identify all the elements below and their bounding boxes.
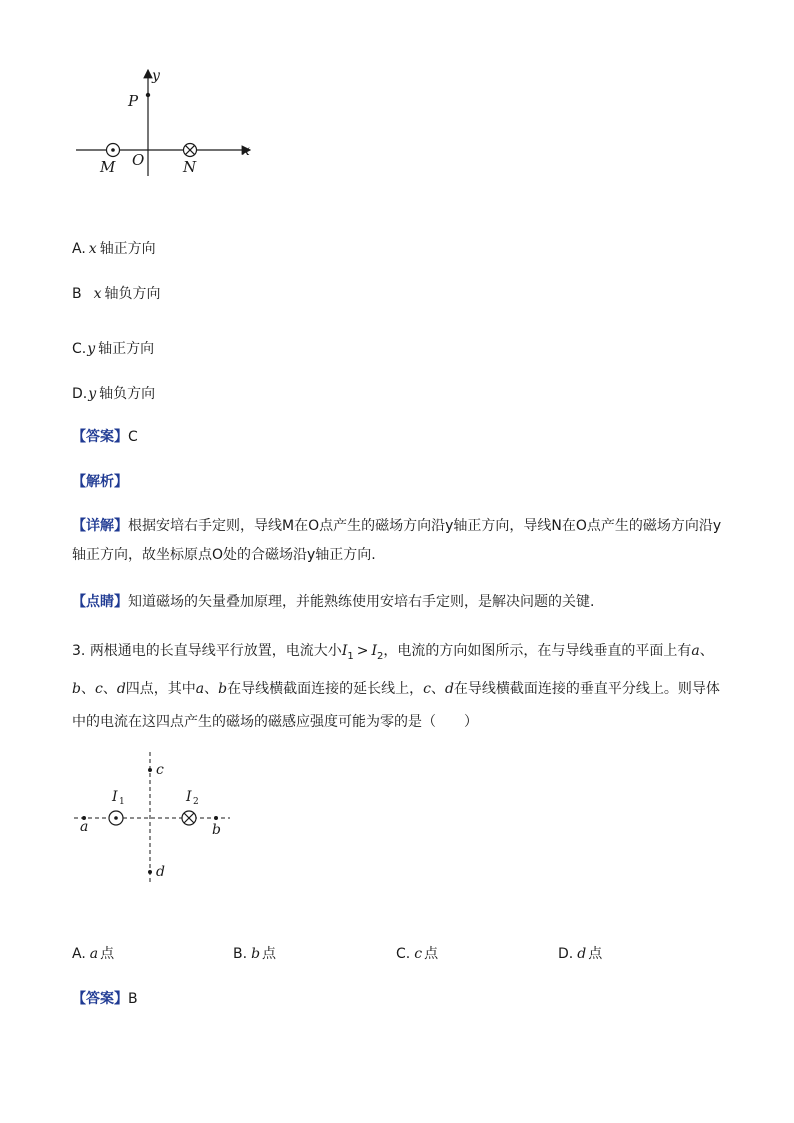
- q2-analysis-tag: 【解析】: [72, 474, 128, 490]
- q3-option-d[interactable]: D. d 点: [558, 946, 603, 962]
- wire-n-into-page: [184, 144, 197, 157]
- q2-note: 【点睛】知道磁场的矢量叠加原理，并能熟练使用安培右手定则，是解决问题的关键.: [72, 594, 595, 610]
- q2-answer: 【答案】C: [72, 429, 138, 445]
- label-m: M: [100, 158, 116, 176]
- q2-option-c[interactable]: C.y 轴正方向: [72, 341, 155, 357]
- label-y: y: [152, 68, 160, 84]
- label-i1-sub: 1: [119, 797, 125, 807]
- q2-option-b[interactable]: B x 轴负方向: [72, 286, 161, 302]
- q2-option-a[interactable]: A. x 轴正方向: [72, 241, 156, 257]
- figure-1-axes: [70, 64, 260, 184]
- wire-m-out-of-page: [107, 144, 120, 157]
- q3-option-c[interactable]: C. c 点: [396, 946, 439, 962]
- point-b: [214, 816, 218, 820]
- q3-stem: 3. 两根通电的长直导线平行放置，电流大小$I_1 > I_2$，电流的方向如图所示，在与导线垂直的平面上有a、b、c、d四点，其中a、b在导线横截面连接的延长线上，c、d在导线横截面连接的垂直平分线上。则导体中的电流在这四点产生的磁场的磁感应强度可能为零的是（ ）: [72, 643, 720, 730]
- q3-option-a[interactable]: A. a 点: [72, 946, 115, 962]
- label-c: c: [156, 762, 164, 778]
- q3-answer: 【答案】B: [72, 991, 138, 1007]
- label-p: P: [128, 92, 139, 110]
- point-d: [148, 870, 152, 874]
- q2-detail: 【详解】根据安培右手定则，导线M在O点产生的磁场方向沿y轴正方向，导线N在O点产生的磁场方向沿y轴正方向，故坐标原点O处的合磁场沿y轴正方向.: [72, 518, 722, 563]
- wire-i2-into-page: [182, 811, 196, 825]
- point-p: [146, 93, 150, 97]
- label-a: a: [80, 819, 89, 835]
- label-n: N: [183, 158, 197, 176]
- wire-i1-out-of-page: [109, 811, 123, 825]
- label-d: d: [156, 864, 165, 880]
- figure-2-wires: [70, 748, 240, 888]
- point-c: [148, 768, 152, 772]
- label-i2-sub: 2: [193, 797, 199, 807]
- label-o: O: [132, 151, 145, 169]
- label-b: b: [212, 822, 221, 838]
- q2-option-d[interactable]: D.y 轴负方向: [72, 386, 156, 402]
- q3-option-b[interactable]: B. b 点: [233, 946, 277, 962]
- label-i2: I: [186, 789, 192, 805]
- label-i1: I: [112, 789, 118, 805]
- label-x: x: [242, 143, 250, 159]
